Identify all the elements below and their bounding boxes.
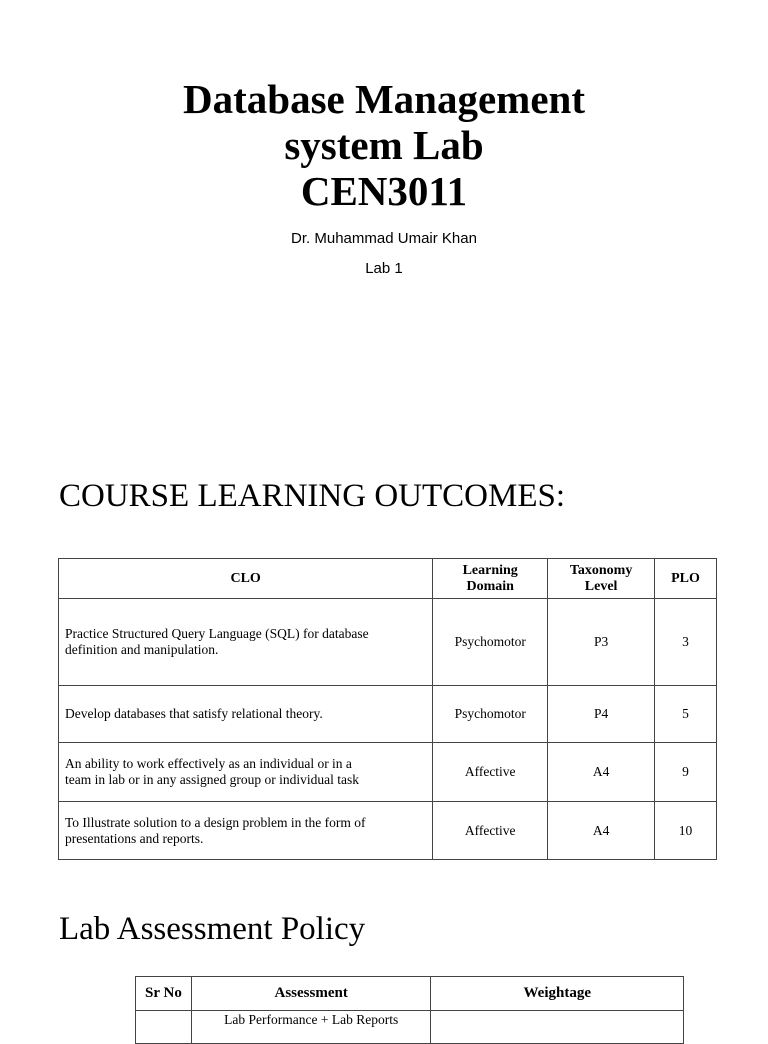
assessment-header: Assessment [191,977,431,1011]
plo-cell: 9 [655,743,717,802]
clo-cell [59,686,433,743]
level-cell: A4 [548,802,655,860]
clo-heading: COURSE LEARNING OUTCOMES: [59,478,566,514]
table-row [59,599,717,686]
domain-header-line-2: Domain [466,578,514,594]
clo-table [58,558,717,860]
policy-table [135,976,684,1044]
taxonomy-header-line-2: Level [584,578,618,594]
level-cell: P3 [548,599,655,686]
clo-cell [59,802,433,860]
document-title [0,76,768,214]
sr-no-cell [136,1011,192,1044]
clo-line-2: team in lab or in any assigned group or individual task [65,772,359,787]
policy-heading: Lab Assessment Policy [59,911,366,947]
title-line-3: CEN3011 [300,168,468,214]
table-row [59,686,717,743]
table-row [59,802,717,860]
table-row [59,743,717,802]
title-line-1: Database Management [183,76,585,122]
taxonomy-header [548,559,655,599]
taxonomy-header-line-1: Taxonomy [569,562,633,578]
clo-line-1: To Illustrate solution to a design problem in the form of [65,814,366,830]
assessment-cell: Lab Performance + Lab Reports [191,1011,431,1044]
policy-table-header-row [136,977,684,1011]
domain-cell: Psychomotor [433,686,548,743]
title-line-2: system Lab [284,122,484,168]
clo-line-2: definition and manipulation. [65,642,219,657]
weightage-header: Weightage [431,977,684,1011]
domain-header [433,559,548,599]
plo-cell: 3 [655,599,717,686]
clo-header: CLO [59,559,433,599]
clo-line-1: Develop databases that satisfy relational theory. [65,706,323,721]
clo-table-header-row [59,559,717,599]
plo-cell: 10 [655,802,717,860]
domain-cell: Psychomotor [433,599,548,686]
clo-cell [59,743,433,802]
author-name: Dr. Muhammad Umair Khan [291,230,477,247]
plo-cell: 5 [655,686,717,743]
plo-header: PLO [655,559,717,599]
domain-cell: Affective [433,802,548,860]
clo-line-2: presentations and reports. [65,830,204,846]
domain-cell: Affective [433,743,548,802]
clo-line-1: An ability to work effectively as an individual or in a [65,756,352,771]
lab-number: Lab 1 [365,260,403,277]
level-cell: A4 [548,743,655,802]
clo-cell [59,599,433,686]
level-cell: P4 [548,686,655,743]
clo-line-1: Practice Structured Query Language (SQL) for database [65,626,369,641]
table-row [136,1011,684,1044]
weightage-cell [431,1011,684,1044]
sr-no-header: Sr No [136,977,192,1011]
domain-header-line-1: Learning [462,562,518,578]
